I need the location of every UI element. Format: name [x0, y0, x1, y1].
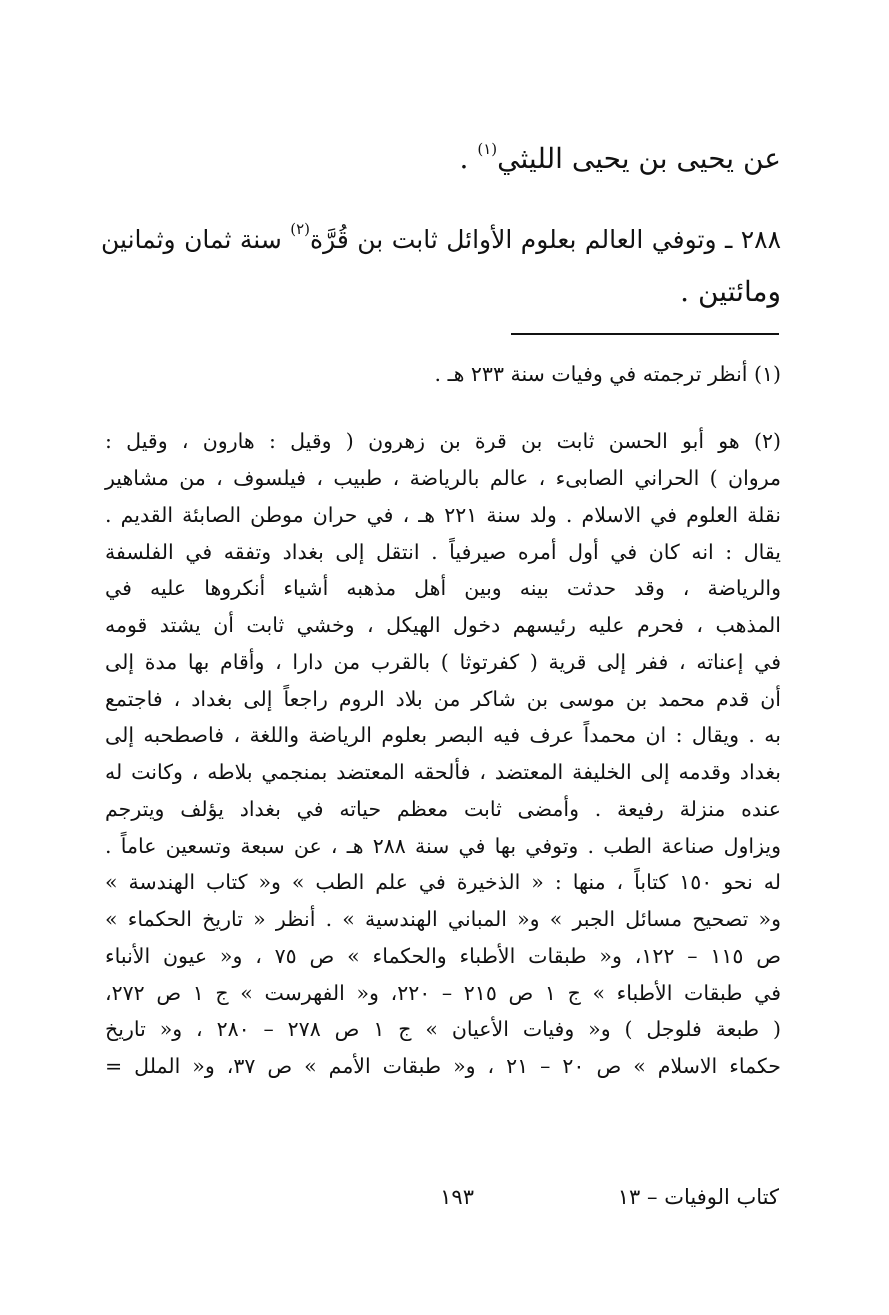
- footnote-2-line: بغداد وقدمه إلى الخليفة المعتضد ، فألحقه المعتضد بمنجمي بلاطه ، وكانت له: [105, 760, 781, 784]
- entry-288-line-1: [101, 218, 781, 262]
- footnote-ref-2: (٢): [290, 220, 310, 238]
- footnote-2-line: ويزاول صناعة الطب . وتوفي بها في سنة ٢٨٨ هـ ، عن سبعة وتسعين عاماً .: [105, 834, 781, 858]
- footnote-2-line: له نحو ١٥٠ كتاباً ، منها : « الذخيرة في علم الطب » و« كتاب الهندسة »: [105, 870, 781, 894]
- footnote-2-line: ص ١١٥ – ١٢٢، و« طبقات الأطباء والحكماء » ص ٧٥ ، و« عيون الأنباء: [105, 944, 781, 968]
- footnote-2-line: نقلة العلوم في الاسلام . ولد سنة ٢٢١ هـ ، في حران موطن الصابئة القديم .: [105, 503, 781, 527]
- book-signature: كتاب الوفيات – ١٣: [617, 1185, 779, 1209]
- footnote-2-line: به . ويقال : ان محمداً عرف فيه البصر بعلوم الرياضة واللغة ، فاصطحبه إلى: [105, 723, 781, 747]
- footnote-2-line: في إعناته ، ففر إلى قرية ( كفرتوثا ) بالقرب من دارا ، وأقام بها مدة إلى: [105, 650, 781, 674]
- footnote-2-line: عنده منزلة رفيعة . وأمضى ثابت معظم حياته في بغداد يؤلف ويترجم: [105, 797, 781, 821]
- footnote-2-line: و« تصحيح مسائل الجبر » و« المباني الهندسية » . أنظر « تاريخ الحكماء »: [105, 907, 781, 931]
- main-text-line-1-end: .: [459, 142, 478, 175]
- main-text-line-1-text: عن يحيى بن يحيى الليثي: [497, 142, 781, 175]
- entry-288-text-end: سنة ثمان وثمانين: [101, 225, 291, 254]
- entry-288-line-2: ومائتين .: [680, 275, 781, 308]
- footnote-2-line: المذهب ، فحرم عليه رئيسهم دخول الهيكل ، وخشي ثابت أن يشتد قومه: [105, 613, 781, 637]
- footnote-2-line: أن قدم محمد بن موسى بن شاكر من بلاد الروم راجعاً إلى بغداد ، فاجتمع: [105, 687, 781, 711]
- footnote-2-line: ( طبعة فلوجل ) و« وفيات الأعيان » ج ١ ص ٢٧٨ – ٢٨٠ ، و« تاريخ: [105, 1017, 781, 1041]
- footnote-2-line: في طبقات الأطباء » ج ١ ص ٢١٥ – ٢٢٠، و« الفهرست » ج ١ ص ٢٧٢،: [105, 981, 782, 1005]
- footnote-1: (١) أنظر ترجمته في وفيات سنة ٢٣٣ هـ .: [434, 362, 781, 386]
- footnote-2-line: يقال : انه كان في أول أمره صيرفياً . انتقل إلى بغداد وتفقه في الفلسفة: [105, 540, 781, 564]
- footnote-2-line: والرياضة ، وقد حدثت بينه وبين أهل مذهبه أشياء أنكروها عليه في: [105, 576, 781, 600]
- entry-288-text-start: ٢٨٨ ـ وتوفي العالم بعلوم الأوائل ثابت بن قُرَّة: [310, 225, 782, 254]
- footnote-ref-1: (١): [477, 140, 498, 158]
- footnote-2-line: (٢) هو أبو الحسن ثابت بن قرة بن زهرون ( وقيل : هارون ، وقيل :: [105, 429, 781, 453]
- footnote-2-line: حكماء الاسلام » ص ٢٠ – ٢١ ، و« طبقات الأمم » ص ٣٧، و« الملل =: [105, 1054, 781, 1078]
- footnote-divider: [511, 333, 779, 335]
- main-text-line-1: [101, 137, 781, 181]
- footnote-2-line: مروان ) الحراني الصابىء ، عالم بالرياضة ، طبيب ، فيلسوف ، من مشاهير: [105, 466, 781, 490]
- page-number: ١٩٣: [440, 1185, 474, 1209]
